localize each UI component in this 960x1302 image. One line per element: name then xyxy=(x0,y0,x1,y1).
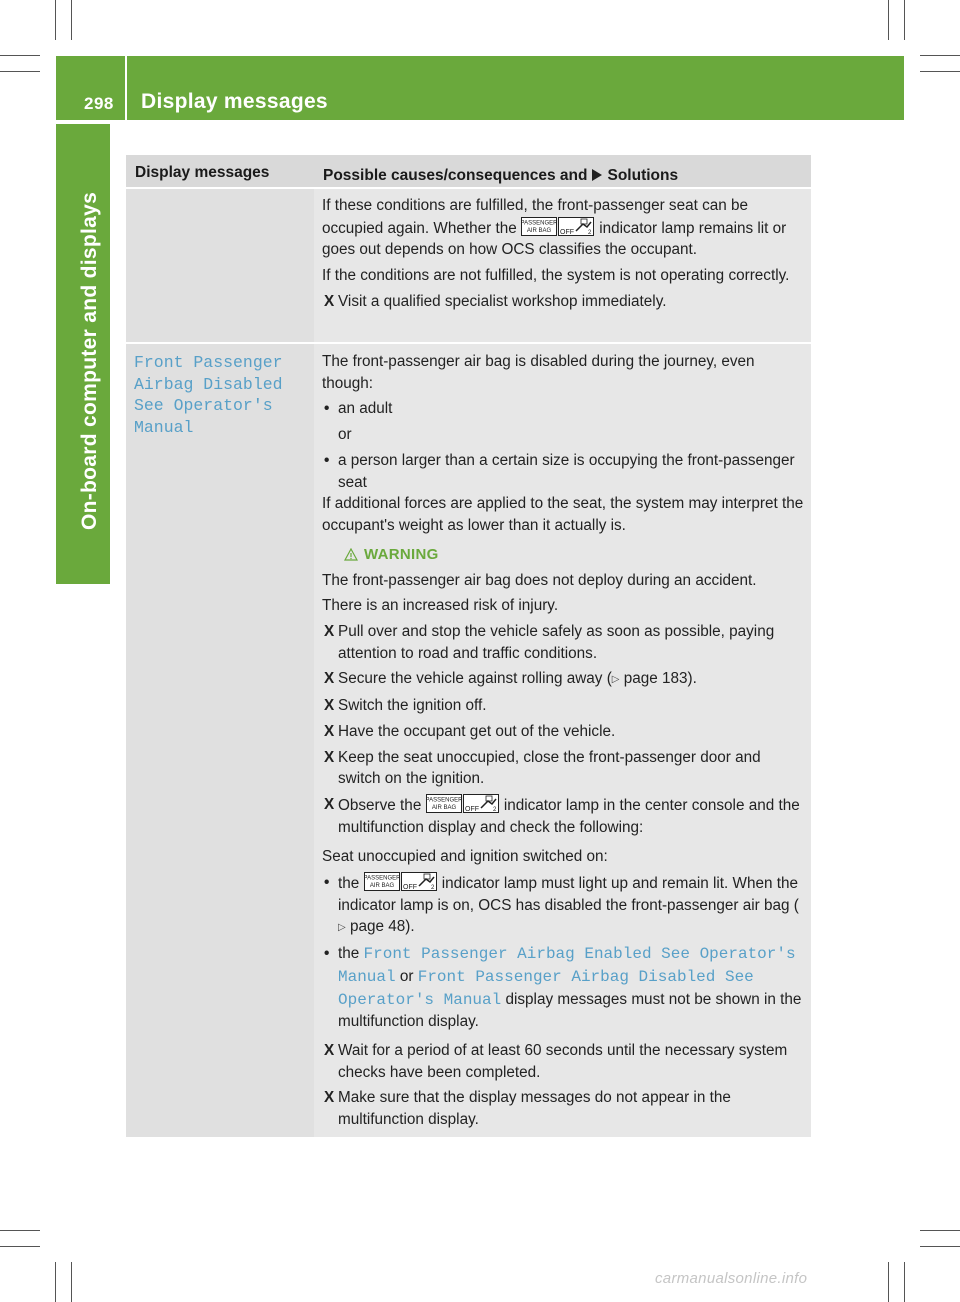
paragraph: If these conditions are fulfilled, the front-passenger seat can be occupied again. Whether the PASSENGER AIR BAG OFF 2 indicator lamp remains lit or goes out depends on how OCS classifies the occupant. xyxy=(322,197,787,259)
warning-triangle-icon xyxy=(344,548,358,561)
paragraph: If additional forces are applied to the seat, the system may interpret the occupant's weight as lower than it actually is. xyxy=(322,495,804,534)
airbag-label-top: PASSENGER xyxy=(521,220,558,227)
bullet-item: • a person larger than a certain size is occupying the front-passenger seat xyxy=(324,451,795,491)
action-item: X Secure the vehicle against rolling away (▷ page 183). xyxy=(322,668,805,691)
display-message-text: Manual xyxy=(134,418,194,438)
page-reference-icon: ▷ xyxy=(611,674,620,686)
crop-mark xyxy=(888,0,889,40)
airbag-off-indicator-icon xyxy=(364,872,438,891)
airbag-num-label: 2 xyxy=(492,806,496,813)
page-title: Display messages xyxy=(141,90,328,113)
crop-mark xyxy=(904,0,905,40)
airbag-label-bottom: AIR BAG xyxy=(369,883,394,890)
airbag-off-indicator-icon xyxy=(521,217,595,236)
warning-label: WARNING xyxy=(364,545,439,563)
warning-heading xyxy=(322,546,805,563)
airbag-off-indicator-icon xyxy=(426,794,500,813)
column-header-solutions-label: Solutions xyxy=(607,166,679,184)
bullet-item: • an adult xyxy=(324,400,393,418)
display-message-text: Front Passenger xyxy=(134,353,283,372)
crop-mark xyxy=(0,1246,40,1247)
watermark: carmanualsonline.info xyxy=(655,1270,808,1287)
side-tab-label: On-board computer and displays xyxy=(78,191,101,530)
message-cell xyxy=(126,189,314,342)
or-text: or xyxy=(338,426,352,444)
bullet-item: • the PASSENGER AIR BAG OFF 2 indicator lamp must light up and remain lit. When the indicator lamp is on, OCS has disabled the front-passenger air bag (▷ page 48). xyxy=(322,872,805,939)
action-item: X Observe the PASSENGER AIR BAG OFF 2 indicator lamp in the center console and the multifunction display and check the following: xyxy=(324,795,800,836)
airbag-num-label: 2 xyxy=(430,885,434,892)
action-item: X Make sure that the display messages do not appear in the multifunction display. xyxy=(324,1089,731,1129)
airbag-label-bottom: AIR BAG xyxy=(526,227,552,234)
crop-mark xyxy=(0,1230,40,1231)
crop-mark xyxy=(904,1262,905,1302)
display-message-text: Front Passenger Airbag Enabled See Operator's Manual xyxy=(338,945,796,986)
crop-mark xyxy=(888,1262,889,1302)
display-message-text: Front Passenger Airbag Disabled See Operator's Manual xyxy=(338,967,754,1009)
bullet-item: • the Front Passenger Airbag Enabled See Operator's Manual or Front Passenger Airbag Disabled See Operator's Manual display messages must not be shown in the multifunction display. xyxy=(324,945,802,1031)
action-item: X Pull over and stop the vehicle safely as soon as possible, paying attention to road and traffic conditions. xyxy=(324,623,775,662)
crop-mark xyxy=(55,0,56,40)
airbag-label-bottom: AIR BAG xyxy=(431,804,456,811)
airbag-num-label: 2 xyxy=(588,229,592,236)
paragraph: The front-passenger air bag is disabled during the journey, even though: xyxy=(322,353,755,392)
airbag-label-top: PASSENGER xyxy=(425,797,463,804)
crop-mark xyxy=(55,1262,56,1302)
crop-mark xyxy=(71,1262,72,1302)
crop-mark xyxy=(920,71,960,72)
header-divider xyxy=(125,56,127,120)
crop-mark xyxy=(920,1230,960,1231)
airbag-label-top: PASSENGER xyxy=(363,875,400,882)
crop-mark xyxy=(0,71,40,72)
display-messages-table xyxy=(126,155,811,1139)
crop-mark xyxy=(920,55,960,56)
arrow-right-icon xyxy=(592,169,602,181)
page-reference-icon: ▷ xyxy=(338,922,346,934)
table-header-row xyxy=(126,155,811,189)
paragraph: If the conditions are not fulfilled, the system is not operating correctly. xyxy=(322,267,790,285)
action-item: X Keep the seat unoccupied, close the front-passenger door and switch on the ignition. xyxy=(324,748,761,788)
crop-mark xyxy=(71,0,72,40)
table-row xyxy=(126,344,811,1139)
airbag-off-label: OFF xyxy=(464,805,479,813)
display-message-text: Airbag Disabled xyxy=(134,374,283,394)
message-cell xyxy=(126,344,314,1137)
action-item: X Have the occupant get out of the vehicle. xyxy=(324,722,616,740)
column-header-solutions xyxy=(314,155,678,187)
display-message-text: See Operator's xyxy=(134,396,273,416)
paragraph: There is an increased risk of injury. xyxy=(322,597,559,615)
column-header-messages: Display messages xyxy=(135,164,270,181)
paragraph: Seat unoccupied and ignition switched on: xyxy=(322,848,608,866)
crop-mark xyxy=(0,55,40,56)
paragraph: The front-passenger air bag does not deploy during an accident. xyxy=(322,571,757,589)
action-item: X Visit a qualified specialist workshop immediately. xyxy=(324,292,667,310)
page-number: 298 xyxy=(84,94,114,113)
airbag-off-label: OFF xyxy=(560,228,574,236)
column-header-causes: Possible causes/consequences and xyxy=(323,166,588,184)
action-item: X Wait for a period of at least 60 seconds until the necessary system checks have been completed. xyxy=(324,1041,788,1081)
airbag-off-label: OFF xyxy=(402,884,417,892)
action-item: X Switch the ignition off. xyxy=(324,697,487,715)
crop-mark xyxy=(920,1246,960,1247)
table-row xyxy=(126,189,811,344)
